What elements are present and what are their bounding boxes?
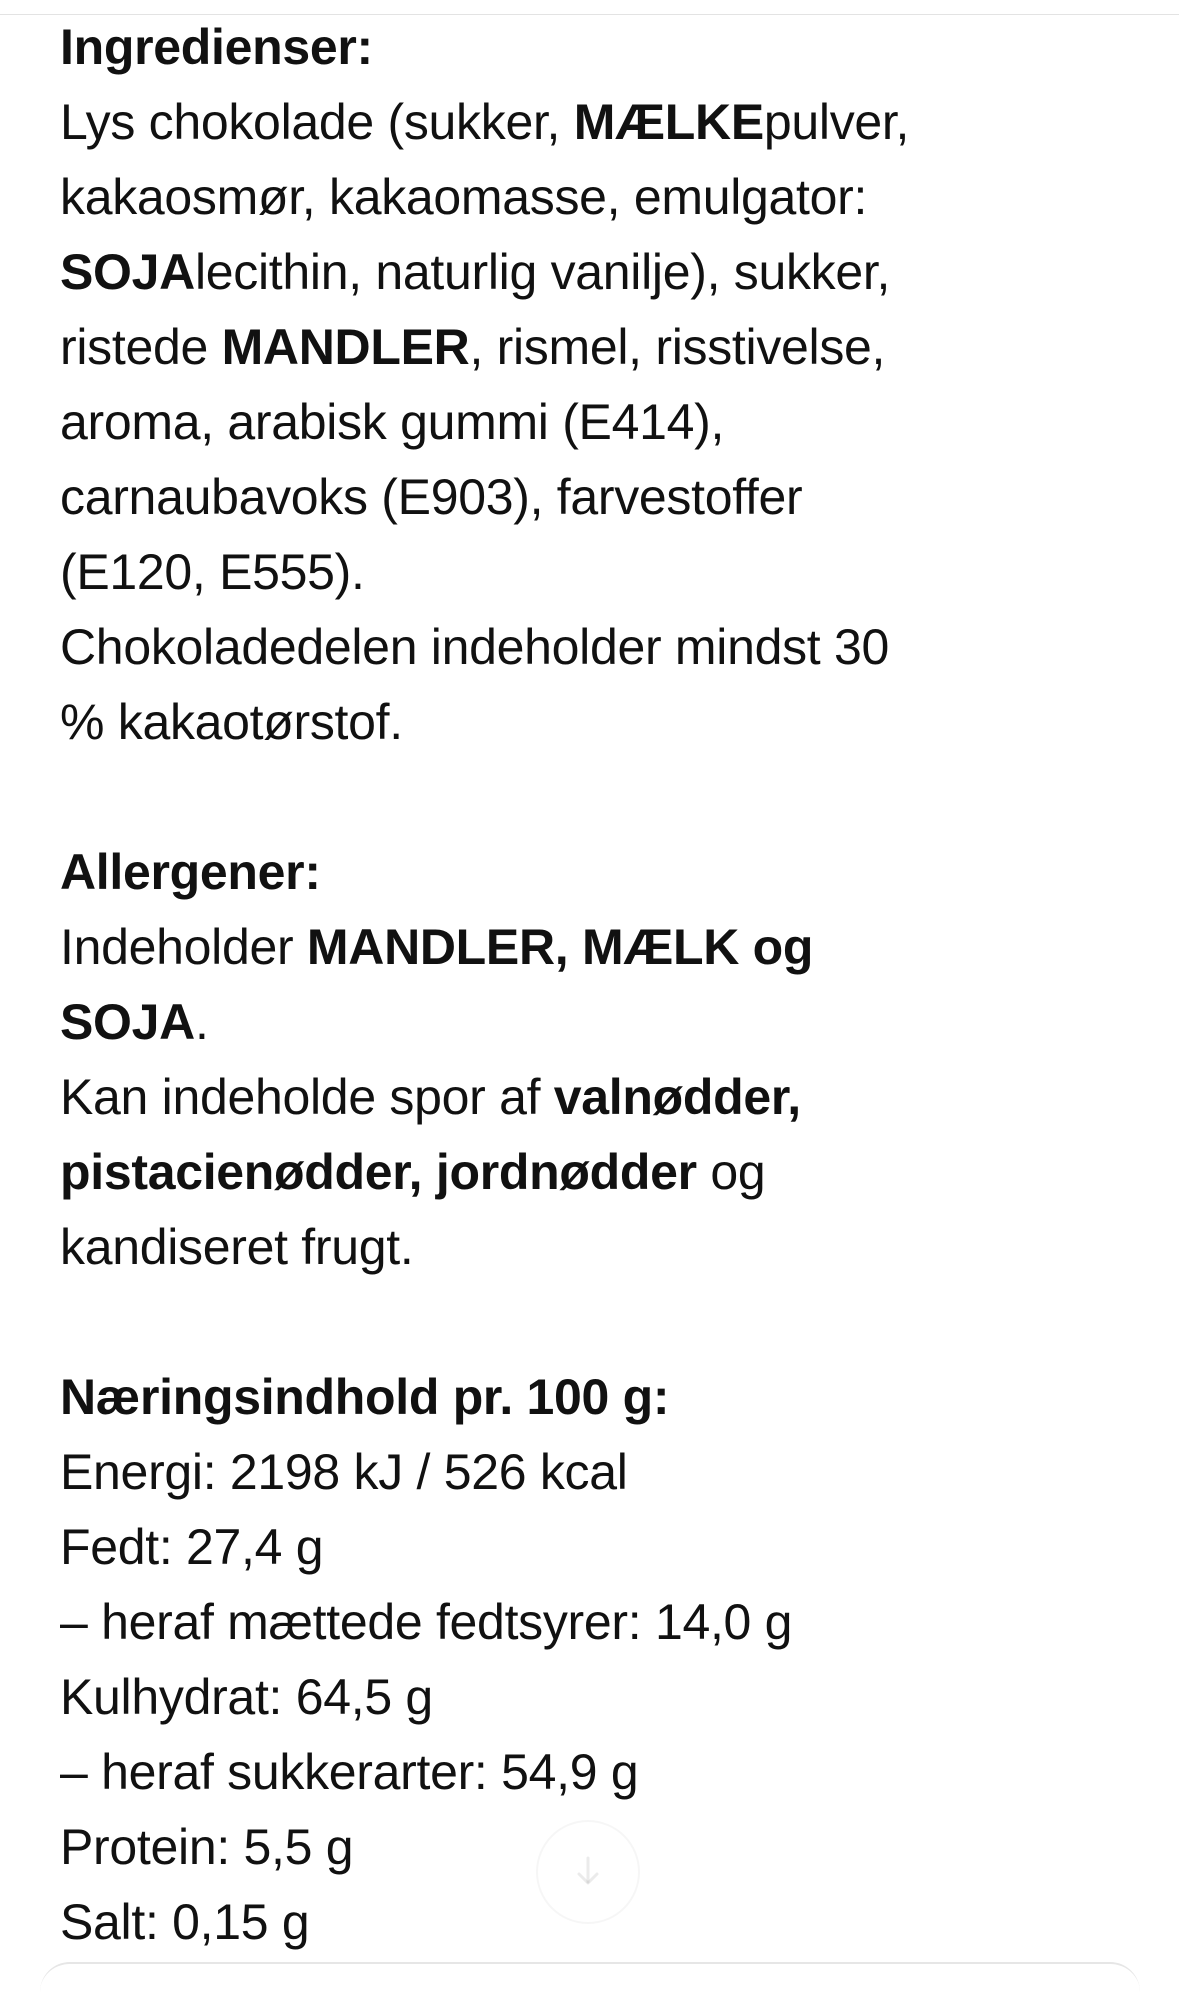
allergen-milk: MÆLKE [573, 94, 764, 150]
nutrition-row: Kulhydrat: 64,5 g [60, 1669, 433, 1725]
allergens-line-5: kandiseret frugt. [60, 1219, 414, 1275]
nutrition-row: – heraf mættede fedtsyrer: 14,0 g [60, 1594, 793, 1650]
allergens-heading: Allergener: [60, 844, 321, 900]
ingredients-line-6: carnaubavoks (E903), farvestoffer [60, 469, 803, 525]
traces-nuts: pistacienødder, jordnødder [60, 1144, 697, 1200]
nutrition-row: Protein: 5,5 g [60, 1819, 354, 1875]
scroll-down-icon [568, 1852, 608, 1892]
allergens-contains: MANDLER, MÆLK og [306, 919, 814, 975]
ingredients-line-4: ristede MANDLER, rismel, risstivelse, [60, 319, 886, 375]
allergen-almonds: MANDLER [221, 319, 470, 375]
nutrition-row: Energi: 2198 kJ / 526 kcal [60, 1444, 628, 1500]
ingredients-line-1: Lys chokolade (sukker, MÆLKEpulver, [60, 94, 910, 150]
nutrition-row: – heraf sukkerarter: 54,9 g [60, 1744, 639, 1800]
section-spacer [60, 760, 1110, 835]
product-info-text [60, 10, 1110, 1960]
traces-walnuts: valnødder, [553, 1069, 801, 1125]
allergens-line-4: pistacienødder, jordnødder og [60, 1144, 766, 1200]
ingredients-heading: Ingredienser: [60, 19, 373, 75]
nutrition-row: Fedt: 27,4 g [60, 1519, 324, 1575]
nutrition-heading: Næringsindhold pr. 100 g: [60, 1369, 670, 1425]
ingredients-line-5: aroma, arabisk gummi (E414), [60, 394, 725, 450]
allergen-soy: SOJA [60, 244, 195, 300]
bottom-sheet-edge [40, 1962, 1140, 2004]
ingredients-line-2: kakaosmør, kakaomasse, emulgator: [60, 169, 868, 225]
allergens-line-2: SOJA. [60, 994, 209, 1050]
ingredients-line-9: % kakaotørstof. [60, 694, 403, 750]
ingredients-line-3: SOJAlecithin, naturlig vanilje), sukker, [60, 244, 891, 300]
allergens-line-1: Indeholder MANDLER, MÆLK og [60, 919, 814, 975]
ingredients-line-7: (E120, E555). [60, 544, 365, 600]
allergens-soy: SOJA [60, 994, 195, 1050]
nutrition-row: Salt: 0,15 g [60, 1894, 310, 1950]
section-spacer [60, 1285, 1110, 1360]
scroll-down-button[interactable] [536, 1820, 640, 1924]
ingredients-line-8: Chokoladedelen indeholder mindst 30 [60, 619, 889, 675]
allergens-line-3: Kan indeholde spor af valnødder, [60, 1069, 801, 1125]
